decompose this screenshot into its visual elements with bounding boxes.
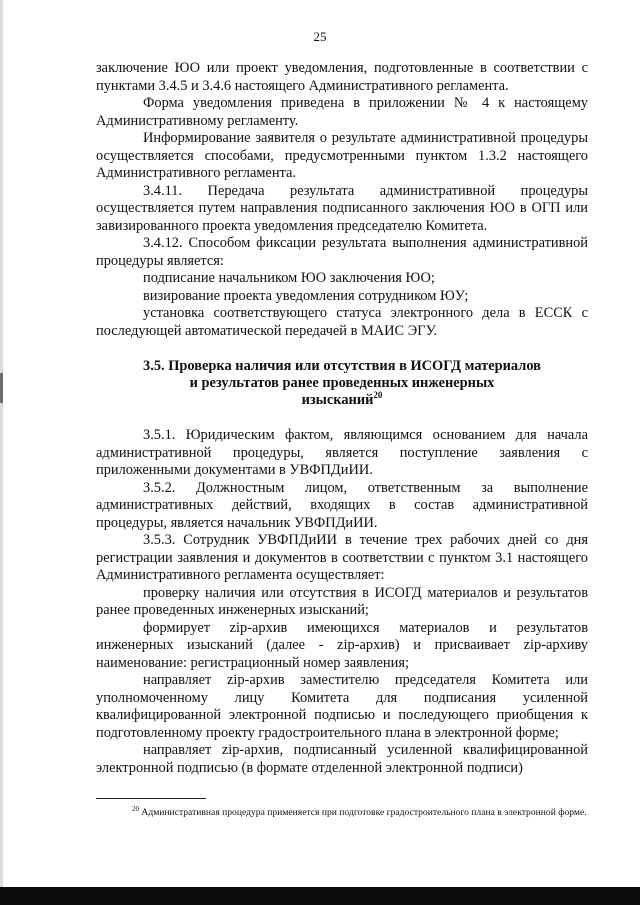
list-item: визирование проекта уведомления сотрудником ЮУ; [143, 287, 469, 304]
list-item: направляет zip-архив, подписанный усиленной квалифицированной электронной подписью (в формате отделенной электронной подписи) [96, 742, 588, 776]
scan-bottom-border [0, 887, 640, 905]
section-heading-line: 3.5. Проверка наличия или отсутствия в ИСОГД материалов [143, 358, 541, 374]
footnote-number: 20 [132, 804, 139, 813]
paragraph: 3.4.11. Передача результата административной процедуры осуществляется путем направления подписанного заключения ЮО в ОГП или завизированного проекта уведомления председателю Комитета. [96, 182, 588, 234]
paragraph: 3.5.3. Сотрудник УВФПДиИИ в течение трех рабочих дней со дня регистрации заявления и документов в соответствии с пунктом 3.1 настоящего Административного регламента осуществляет: [96, 532, 588, 583]
footnote-divider [96, 798, 206, 799]
footnote-text: Административная процедура применяется при подготовке градостроительного плана в электронной форме. [141, 807, 587, 818]
section-heading-line-last [96, 392, 588, 409]
section-heading [96, 358, 588, 409]
list-item: проверку наличия или отсутствия в ИСОГД материалов и результатов ранее проведенных инженерных изысканий; [96, 584, 588, 618]
section-heading-line: и результатов ранее проведенных инженерных [189, 375, 495, 391]
page-number: 25 [313, 29, 327, 44]
paragraph: 3.5.1. Юридическим фактом, являющимся основанием для начала административной процедуры, является поступление заявления с приложенными документами в УВФПДиИИ. [96, 427, 588, 478]
list-item: установка соответствующего статуса электронного дела в ЕССК с последующей автоматической передачей в МАИС ЭГУ. [96, 305, 588, 339]
list-item: направляет zip-архив заместителю председателя Комитета или уполномоченному лицу Комитета для подписания усиленной квалифицированной электронной подписью и последующего приобщения к подготовленному проекту градостроительного плана в электронной форме; [96, 672, 588, 741]
list-item: формирует zip-архив имеющихся материалов и результатов инженерных изысканий (далее - zip-архив) и присваивает zip-архиву наименование: регистрационный номер заявления; [96, 619, 588, 671]
paragraph: Форма уведомления приведена в приложении № 4 к настоящему Административному регламенту. [96, 95, 588, 129]
footnote-reference: 20 [373, 390, 383, 401]
paragraph: Информирование заявителя о результате административной процедуры осуществляется способами, предусмотренными пунктом 1.3.2 настоящего Административного регламента. [96, 130, 588, 181]
paragraph: заключение ЮО или проект уведомления, подготовленные в соответствии с пунктами 3.4.5 и 3.4.6 настоящего Административного регламента. [96, 60, 588, 94]
footnote [96, 806, 588, 819]
scan-mark [0, 373, 3, 403]
page-body [96, 60, 588, 777]
list-item: подписание начальником ЮО заключения ЮО; [143, 270, 435, 286]
paragraph: 3.5.2. Должностным лицом, ответственным за выполнение административных действий, входящих в состав административной процедуры, является начальник УВФПДиИИ. [96, 479, 588, 531]
paragraph: 3.4.12. Способом фиксации результата выполнения административной процедуры является: [96, 235, 588, 269]
scan-edge [0, 0, 3, 905]
section-heading-text: изысканий [301, 392, 374, 408]
